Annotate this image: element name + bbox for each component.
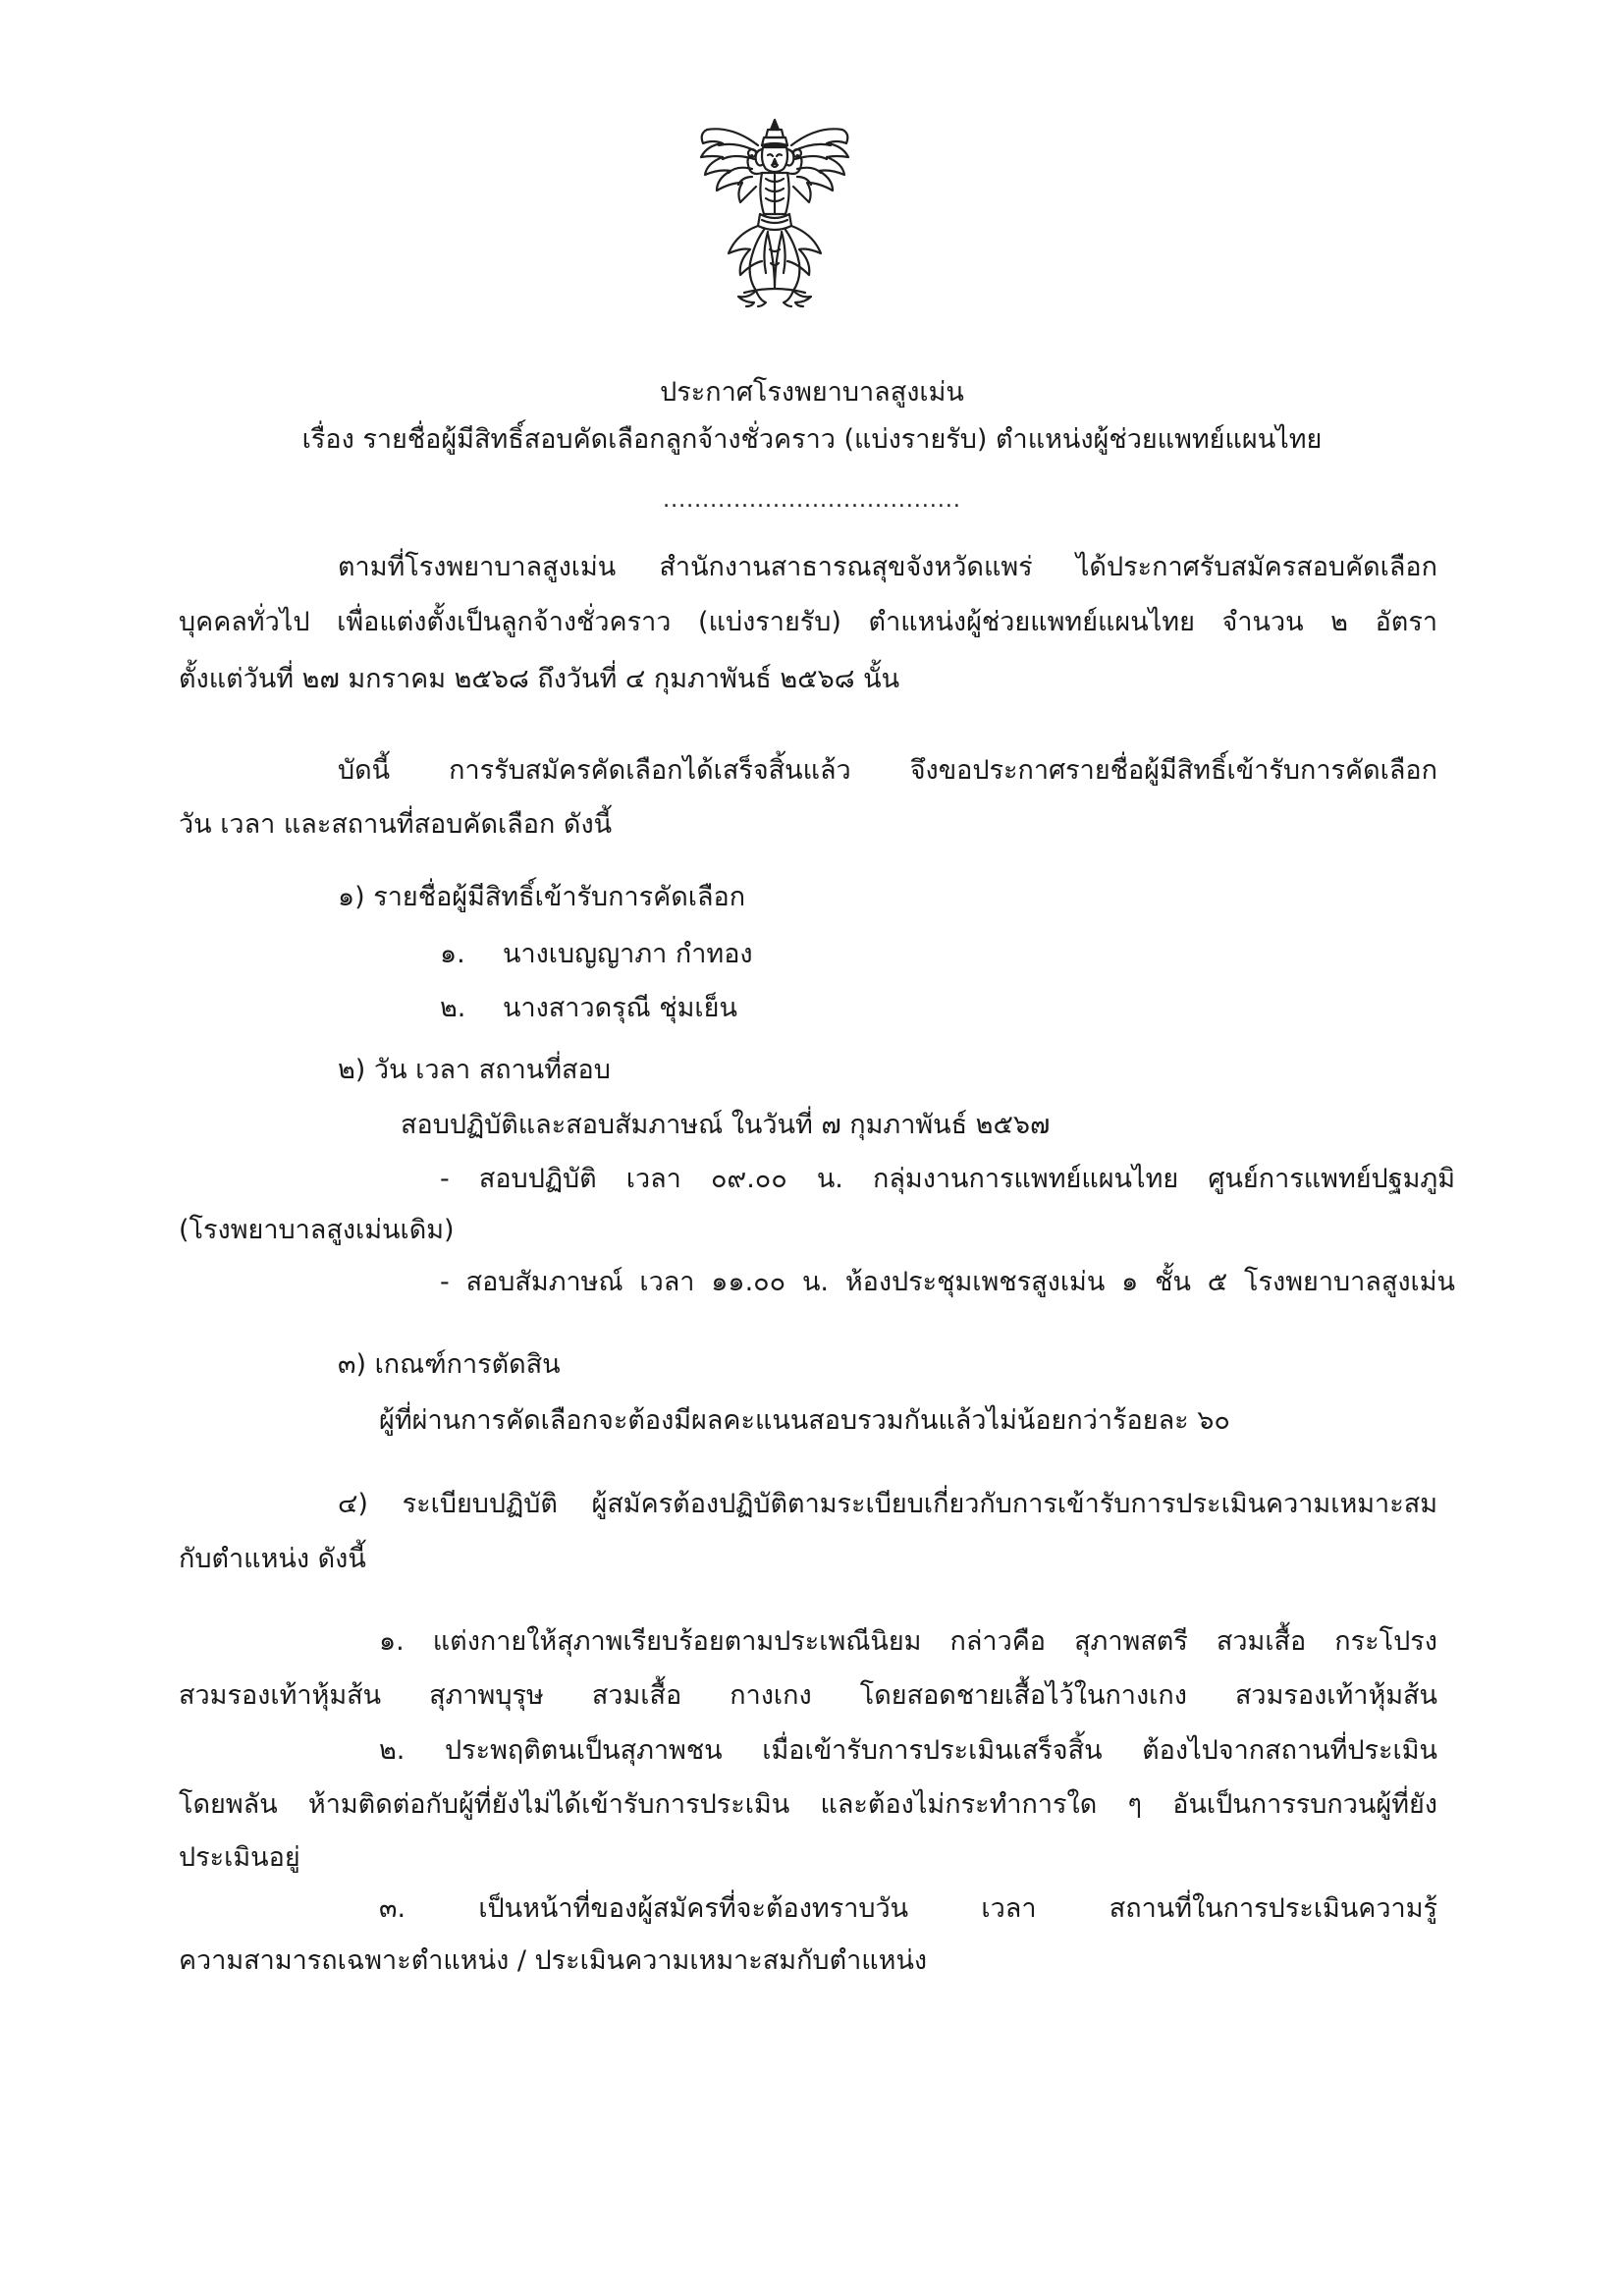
rule3-line1: ๓. เป็นหน้าที่ของผู้สมัครที่จะต้องทราบวัน เวลา สถานที่ในการประเมินความรู้ [379, 1893, 1437, 1924]
rule2-line1: ๒. ประพฤติตนเป็นสุภาพชน เมื่อเข้ารับการประเมินเสร็จสิ้น ต้องไปจากสถานที่ประเมิน [379, 1735, 1437, 1766]
candidate-number: ๑. [440, 939, 465, 969]
rule2-line2: โดยพลัน ห้ามติดต่อกับผู้ที่ยังไม่ได้เข้ารับการประเมิน และต้องไม่กระทำการใด ๆ อันเป็นการรบกวนผู้ที่ยัง [179, 1789, 1437, 1820]
practical-exam-line1: - สอบปฏิบัติ เวลา ๐๙.๐๐ น. กลุ่มงานการแพทย์แผนไทย ศูนย์การแพทย์ปฐมภูมิ [440, 1164, 1455, 1194]
section1-heading: ๑) รายชื่อผู้มีสิทธิ์เข้ารับการคัดเลือก [338, 882, 746, 912]
announcement-title: ประกาศโรงพยาบาลสูงเม่น [660, 377, 964, 408]
para1-line3: ตั้งแต่วันที่ ๒๗ มกราคม ๒๕๖๘ ถึงวันที่ ๔ กุมภาพันธ์ ๒๕๖๘ นั้น [179, 664, 900, 694]
para2-line1: บัดนี้ การรับสมัครคัดเลือกได้เสร็จสิ้นแล้ว จึงขอประกาศรายชื่อผู้มีสิทธิ์เข้ารับการคัดเลือก [338, 755, 1437, 786]
candidate-name: นางเบญญาภา กำทอง [503, 939, 753, 969]
section2-heading: ๒) วัน เวลา สถานที่สอบ [338, 1055, 611, 1085]
announcement-subject: เรื่อง รายชื่อผู้มีสิทธิ์สอบคัดเลือกลูกจ้างชั่วคราว (แบ่งรายรับ) ตำแหน่งผู้ช่วยแพทย์แผนไทย [301, 424, 1323, 455]
rule2-line3: ประเมินอยู่ [179, 1842, 300, 1873]
rule1-line1: ๑. แต่งกายให้สุภาพเรียบร้อยตามประเพณีนิยม กล่าวคือ สุภาพสตรี สวมเสื้อ กระโปรง [379, 1626, 1437, 1657]
rule3-line2: ความสามารถเฉพาะตำแหน่ง / ประเมินความเหมาะสมกับตำแหน่ง [179, 1945, 928, 1976]
section4-line2: กับตำแหน่ง ดังนี้ [179, 1544, 366, 1574]
rule1-line2: สวมรองเท้าหุ้มส้น สุภาพบุรุษ สวมเสื้อ กางเกง โดยสอดชายเสื้อไว้ในกางเกง สวมรองเท้าหุ้มส้น [179, 1680, 1437, 1711]
candidate-name: นางสาวดรุณี ชุ่มเย็น [503, 993, 737, 1023]
practical-exam-line2: (โรงพยาบาลสูงเม่นเดิม) [179, 1215, 455, 1245]
candidate-number: ๒. [440, 993, 466, 1023]
exam-date: สอบปฏิบัติและสอบสัมภาษณ์ ในวันที่ ๗ กุมภาพันธ์ ๒๕๖๗ [401, 1110, 1051, 1140]
section3-criteria: ผู้ที่ผ่านการคัดเลือกจะต้องมีผลคะแนนสอบรวมกันแล้วไม่น้อยกว่าร้อยละ ๖๐ [379, 1405, 1230, 1436]
interview-exam: - สอบสัมภาษณ์ เวลา ๑๑.๐๐ น. ห้องประชุมเพชรสูงเม่น ๑ ชั้น ๕ โรงพยาบาลสูงเม่น [440, 1267, 1455, 1297]
para1-line1: ตามที่โรงพยาบาลสูงเม่น สำนักงานสาธารณสุขจังหวัดแพร่ ได้ประกาศรับสมัครสอบคัดเลือก [338, 552, 1437, 582]
para1-line2: บุคคลทั่วไป เพื่อแต่งตั้งเป็นลูกจ้างชั่วคราว (แบ่งรายรับ) ตำแหน่งผู้ช่วยแพทย์แผนไทย จำนวน ๒ อัตรา [179, 607, 1437, 637]
separator-dots: ...................................... [663, 488, 961, 513]
section4-line1: ๔) ระเบียบปฏิบัติ ผู้สมัครต้องปฏิบัติตามระเบียบเกี่ยวกับการเข้ารับการประเมินความเหมาะสม [338, 1489, 1437, 1519]
para2-line2: วัน เวลา และสถานที่สอบคัดเลือก ดังนี้ [179, 809, 613, 840]
garuda-emblem-icon [693, 116, 856, 308]
section3-heading: ๓) เกณฑ์การตัดสิน [338, 1349, 561, 1380]
